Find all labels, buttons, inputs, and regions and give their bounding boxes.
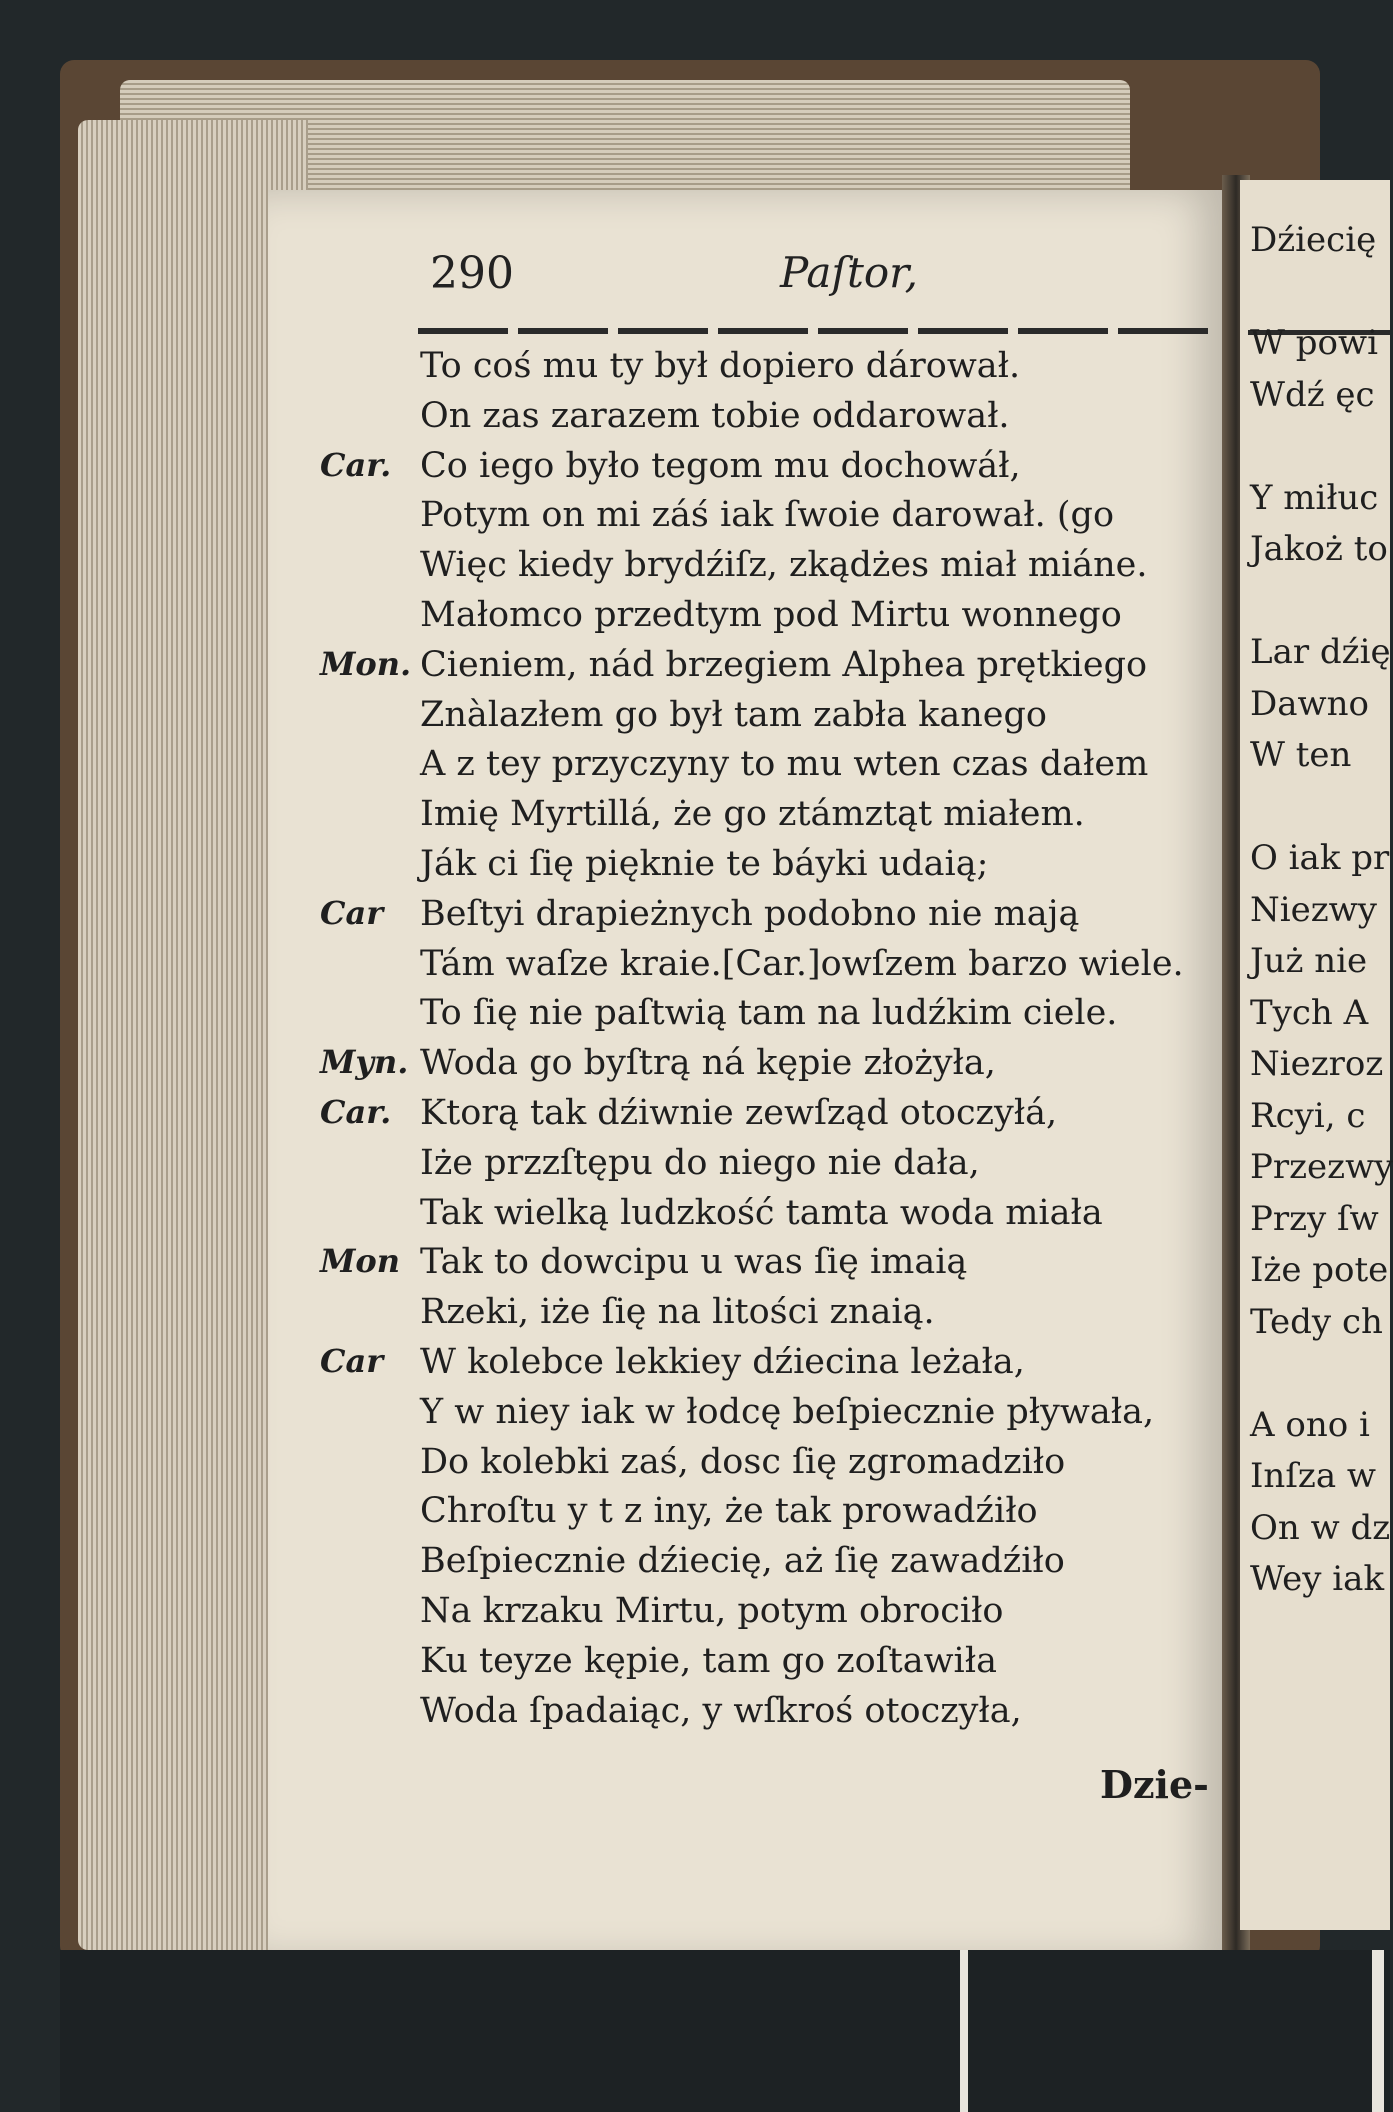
right-page-line: Inſza w	[1250, 1456, 1377, 1496]
verse-line: Ják ci ſię pięknie te báyki udaią;	[420, 843, 989, 884]
page-number: 290	[430, 248, 514, 299]
catchword: Dzie-	[1100, 1762, 1209, 1807]
verse-line: Więc kiedy brydźiſz, zkądżes miał miáne.	[420, 545, 1148, 586]
speaker-label: Car.	[320, 1093, 392, 1131]
speaker-label: Mon.	[320, 644, 412, 683]
bookmark-ribbon	[960, 1950, 968, 2112]
bookmark-ribbon	[1372, 1950, 1384, 2112]
verse-line: Potym on mi záś iak ſwoie darował. (go	[420, 495, 1115, 536]
verse-line: Chroſtu y t z iny, że tak prowadźiło	[420, 1491, 1038, 1532]
speaker-label: Car.	[320, 445, 392, 484]
verse-line: W kolebce lekkiey dźiecina leżała,	[420, 1341, 1025, 1382]
verse-line: Na krzaku Mirtu, potym obrociło	[420, 1590, 1004, 1631]
verse-line: Małomco przedtym pod Mirtu wonnego	[420, 594, 1122, 635]
verse-line: On zas zarazem tobie oddarował.	[420, 395, 1010, 436]
verse-line: Imię Myrtillá, że go ztámztąt miałem.	[420, 794, 1085, 835]
right-page-line: Y miłuc	[1250, 477, 1379, 518]
background-strip	[60, 1950, 1390, 2112]
right-page-line: Przezwy	[1250, 1147, 1393, 1187]
verse-line: Co iego było tegom mu dochowáł,	[420, 445, 1021, 486]
right-page-line: Tych A	[1250, 992, 1369, 1033]
verse-line: A z tey przyczyny to mu wten czas dałem	[420, 744, 1149, 785]
right-page-verses	[1250, 220, 1393, 1700]
speaker-label: Car	[320, 1342, 384, 1380]
right-page-line: Iże pote	[1250, 1250, 1389, 1290]
speaker-label: Car	[320, 893, 384, 932]
right-page-line: Tedy ch	[1250, 1301, 1383, 1342]
right-page-line: Wdź ęc	[1250, 374, 1375, 415]
verse-line: Do kolebki zaś, dosc ſię zgromadziło	[420, 1441, 1066, 1482]
verse-line: Woda ſpadaiąc, y wſkroś otoczyła,	[420, 1690, 1022, 1731]
verse-line: Beſtyi drapieżnych podobno nie mają	[420, 893, 1080, 934]
speaker-label: Mon	[320, 1242, 401, 1281]
verse-line: Rzeki, iże ſię na litości znaią.	[420, 1292, 935, 1333]
right-page-line: Dawno	[1250, 683, 1369, 724]
running-title: Paſtor,	[780, 248, 918, 297]
verse-line: Woda go byſtrą ná kępie złożyła,	[420, 1043, 996, 1084]
right-page-line: Niezwy	[1250, 889, 1377, 930]
speaker-label: Myn.	[320, 1043, 409, 1082]
verse-line: Ktorą tak dźiwnie zewſząd otoczyłá,	[420, 1092, 1058, 1133]
right-page-line: O iak pr	[1250, 838, 1390, 878]
right-page-line: Dźiecię	[1250, 220, 1377, 260]
right-page-line: W powi	[1250, 323, 1378, 363]
verse-line: Beſpiecznie dźiecię, aż ſię zawadźiło	[420, 1541, 1065, 1582]
right-page-line: Wey iak	[1250, 1559, 1385, 1599]
verse-line: Iże przzſtępu do niego nie dała,	[420, 1142, 980, 1183]
verse-line: Ku teyze kępie, tam go zoſtawiła	[420, 1640, 997, 1681]
right-page-line: Lar dźię	[1250, 632, 1391, 672]
verse-line: To coś mu ty był dopiero dárował.	[420, 346, 1021, 386]
right-page-line: Już nie	[1250, 941, 1368, 981]
verse-line: Tak wielką ludzkość tamta woda miała	[420, 1192, 1103, 1233]
right-page-line: Jakoż to	[1250, 529, 1388, 569]
right-page-line: Niezroz	[1250, 1044, 1384, 1084]
verse-line: To ſię nie paſtwią tam na ludźkim ciele.	[420, 993, 1118, 1034]
verse-line: Cieniem, nád brzegiem Alphea prętkiego	[420, 644, 1148, 685]
verse-line: Tám waſze kraie.[Car.]owſzem barzo wiele.	[420, 943, 1184, 984]
right-page-line: On w dz	[1250, 1507, 1391, 1548]
right-page-line: W ten	[1250, 735, 1352, 775]
verse-line: Y w niey iak w łodcę beſpiecznie pływała,	[420, 1391, 1155, 1432]
header-rule	[418, 328, 1218, 334]
right-page-line: A ono i	[1250, 1404, 1370, 1445]
verse-line: Tak to dowcipu u was ſię imaią	[420, 1242, 968, 1283]
page-header	[430, 248, 1220, 308]
right-page-line: Rcyi, c	[1250, 1095, 1366, 1136]
verse-line: Znàlazłem go był tam zabła kanego	[420, 694, 1047, 735]
right-page-line: Przy ſw	[1250, 1198, 1379, 1239]
verse-block	[420, 342, 1230, 1736]
